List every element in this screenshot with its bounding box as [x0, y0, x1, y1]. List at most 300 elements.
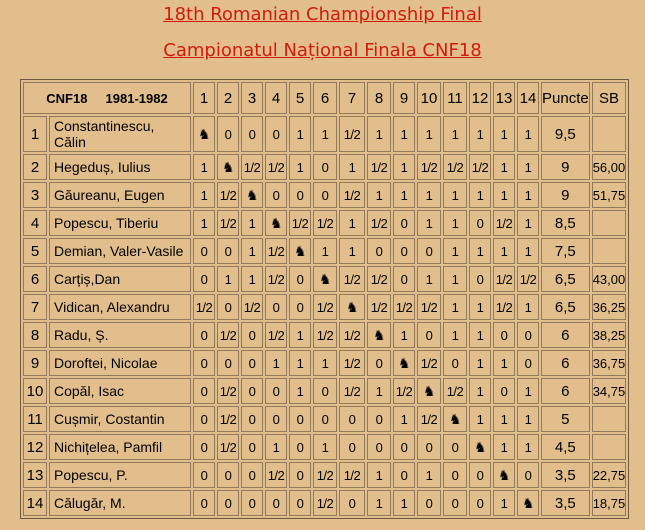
player-rank: 13	[23, 462, 47, 488]
result-cell: 0	[393, 434, 415, 460]
result-cell: 0	[417, 322, 441, 348]
player-points: 6,5	[541, 266, 590, 292]
player-sb: 18,75	[592, 490, 627, 516]
self-cell	[517, 490, 539, 516]
result-cell: 1	[417, 462, 441, 488]
player-points: 4,5	[541, 434, 590, 460]
result-cell: 1	[493, 154, 515, 180]
player-sb	[592, 434, 627, 460]
result-cell: 0	[313, 182, 337, 208]
chess-knight-icon: ♞	[197, 125, 211, 142]
result-cell: 1/2	[367, 154, 391, 180]
result-cell: 1	[517, 116, 539, 152]
result-cell: 0	[241, 116, 263, 152]
result-cell: 0	[193, 378, 215, 404]
result-cell: 1	[289, 116, 311, 152]
result-cell: 1	[393, 406, 415, 432]
result-cell: 1	[265, 350, 287, 376]
round-header: 7	[339, 82, 365, 114]
player-name: Popescu, Tiberiu	[49, 210, 191, 236]
result-cell: 0	[193, 462, 215, 488]
player-sb	[592, 116, 627, 152]
result-cell: 1	[417, 266, 441, 292]
round-header: 4	[265, 82, 287, 114]
player-row	[23, 238, 626, 264]
result-cell: 0	[517, 350, 539, 376]
result-cell: 1/2	[417, 406, 441, 432]
chess-knight-icon: ♞	[397, 354, 411, 371]
chess-knight-icon: ♞	[372, 326, 386, 343]
player-points: 9	[541, 182, 590, 208]
result-cell: 1	[517, 406, 539, 432]
result-cell: 0	[193, 350, 215, 376]
result-cell: 0	[289, 490, 311, 516]
player-name: Cușmir, Costantin	[49, 406, 191, 432]
self-cell	[393, 350, 415, 376]
result-cell: 1	[289, 154, 311, 180]
player-sb: 36,25	[592, 294, 627, 320]
player-rank: 2	[23, 154, 47, 180]
player-rank: 8	[23, 322, 47, 348]
player-points: 6	[541, 350, 590, 376]
result-cell: 1/2	[339, 322, 365, 348]
event-name: CNF18	[46, 90, 88, 106]
result-cell: 0	[289, 294, 311, 320]
player-name: Hegeduș, Iulius	[49, 154, 191, 180]
result-cell: 0	[241, 350, 263, 376]
result-cell: 1/2	[339, 116, 365, 152]
result-cell: 1	[493, 434, 515, 460]
result-cell: 1	[313, 350, 337, 376]
player-name: Călugăr, M.	[49, 490, 191, 516]
round-header: 3	[241, 82, 263, 114]
result-cell: 1	[469, 378, 491, 404]
result-cell: 0	[393, 266, 415, 292]
result-cell: 0	[313, 378, 337, 404]
result-cell: 0	[469, 266, 491, 292]
result-cell: 1/2	[265, 462, 287, 488]
player-sb: 34,75	[592, 378, 627, 404]
result-cell: 1	[339, 210, 365, 236]
player-row	[23, 154, 626, 180]
player-sb: 22,75	[592, 462, 627, 488]
result-cell: 1	[417, 182, 441, 208]
result-cell: 1	[367, 462, 391, 488]
result-cell: 0	[217, 350, 239, 376]
result-cell: 0	[193, 322, 215, 348]
result-cell: 1	[241, 266, 263, 292]
result-cell: 1	[517, 434, 539, 460]
result-cell: 1	[393, 490, 415, 516]
player-points: 6	[541, 322, 590, 348]
result-cell: 1/2	[393, 294, 415, 320]
chess-knight-icon: ♞	[269, 214, 283, 231]
result-cell: 1/2	[367, 294, 391, 320]
result-cell: 1/2	[417, 294, 441, 320]
result-cell: 0	[339, 406, 365, 432]
round-header: 6	[313, 82, 337, 114]
result-cell: 1	[313, 434, 337, 460]
result-cell: 0	[265, 490, 287, 516]
result-cell: 1/2	[493, 210, 515, 236]
result-cell: 1	[193, 210, 215, 236]
result-cell: 1	[265, 434, 287, 460]
player-name: Copăl, Isac	[49, 378, 191, 404]
round-header: 11	[443, 82, 467, 114]
result-cell: 1	[241, 238, 263, 264]
result-cell: 1	[493, 406, 515, 432]
result-cell: 0	[313, 154, 337, 180]
result-cell: 1/2	[241, 154, 263, 180]
result-cell: 1/2	[289, 210, 311, 236]
result-cell: 0	[217, 238, 239, 264]
result-cell: 1	[289, 350, 311, 376]
result-cell: 1	[469, 322, 491, 348]
chess-knight-icon: ♞	[318, 270, 332, 287]
result-cell: 1/2	[217, 378, 239, 404]
result-cell: 0	[265, 294, 287, 320]
player-row	[23, 322, 626, 348]
result-cell: 1	[289, 322, 311, 348]
result-cell: 1	[393, 322, 415, 348]
result-cell: 0	[493, 322, 515, 348]
result-cell: 1/2	[217, 322, 239, 348]
result-cell: 1	[367, 116, 391, 152]
crosstable	[20, 79, 629, 519]
chess-knight-icon: ♞	[521, 494, 535, 511]
player-row	[23, 182, 626, 208]
player-row	[23, 116, 626, 152]
result-cell: 1	[517, 378, 539, 404]
player-row	[23, 266, 626, 292]
result-cell: 1/2	[339, 350, 365, 376]
result-cell: 1	[493, 182, 515, 208]
result-cell: 0	[193, 238, 215, 264]
result-cell: 0	[443, 434, 467, 460]
page-title[interactable]: 18th Romanian Championship Final	[163, 4, 482, 25]
self-cell	[417, 378, 441, 404]
player-rank: 9	[23, 350, 47, 376]
result-cell: 1/2	[217, 406, 239, 432]
player-rank: 5	[23, 238, 47, 264]
result-cell: 0	[265, 116, 287, 152]
result-cell: 0	[193, 406, 215, 432]
result-cell: 0	[193, 434, 215, 460]
result-cell: 1	[443, 294, 467, 320]
player-sb	[592, 406, 627, 432]
result-cell: 1	[443, 210, 467, 236]
result-cell: 0	[217, 116, 239, 152]
result-cell: 1	[517, 294, 539, 320]
player-name: Vidican, Alexandru	[49, 294, 191, 320]
result-cell: 1	[469, 406, 491, 432]
result-cell: 1	[417, 210, 441, 236]
player-sb: 38,25	[592, 322, 627, 348]
player-name: Carțiș,Dan	[49, 266, 191, 292]
player-rank: 14	[23, 490, 47, 516]
page-subtitle[interactable]: Campionatul Național Finala CNF18	[163, 40, 482, 61]
player-row	[23, 434, 626, 460]
result-cell: 1	[393, 154, 415, 180]
result-cell: 1/2	[339, 266, 365, 292]
result-cell: 0	[339, 490, 365, 516]
result-cell: 1/2	[367, 210, 391, 236]
result-cell: 0	[241, 406, 263, 432]
result-cell: 0	[367, 434, 391, 460]
result-cell: 1/2	[393, 378, 415, 404]
player-sb	[592, 238, 627, 264]
result-cell: 0	[265, 378, 287, 404]
result-cell: 0	[417, 434, 441, 460]
result-cell: 1/2	[517, 266, 539, 292]
result-cell: 0	[217, 462, 239, 488]
result-cell: 0	[193, 266, 215, 292]
player-points: 3,5	[541, 490, 590, 516]
round-header: 12	[469, 82, 491, 114]
result-cell: 0	[493, 378, 515, 404]
result-cell: 1/2	[217, 210, 239, 236]
result-cell: 1	[493, 238, 515, 264]
result-cell: 1	[217, 266, 239, 292]
player-rank: 3	[23, 182, 47, 208]
result-cell: 1/2	[313, 210, 337, 236]
round-header: 2	[217, 82, 239, 114]
result-cell: 0	[393, 462, 415, 488]
result-cell: 0	[289, 406, 311, 432]
player-sb: 51,75	[592, 182, 627, 208]
result-cell: 0	[417, 490, 441, 516]
result-cell: 1/2	[417, 350, 441, 376]
player-name: Doroftei, Nicolae	[49, 350, 191, 376]
chess-knight-icon: ♞	[293, 242, 307, 259]
result-cell: 1	[517, 238, 539, 264]
result-cell: 1/2	[313, 322, 337, 348]
event-header	[23, 82, 191, 114]
player-rank: 4	[23, 210, 47, 236]
result-cell: 0	[469, 490, 491, 516]
round-header: 5	[289, 82, 311, 114]
result-cell: 1/2	[367, 266, 391, 292]
result-cell: 0	[193, 490, 215, 516]
result-cell: 1	[393, 182, 415, 208]
result-cell: 1	[517, 210, 539, 236]
player-rank: 12	[23, 434, 47, 460]
chess-knight-icon: ♞	[221, 158, 235, 175]
player-name: Nichițelea, Pamfil	[49, 434, 191, 460]
result-cell: 0	[517, 322, 539, 348]
result-cell: 0	[289, 462, 311, 488]
player-points: 8,5	[541, 210, 590, 236]
result-cell: 1	[339, 238, 365, 264]
result-cell: 1	[367, 182, 391, 208]
player-name: Radu, Ș.	[49, 322, 191, 348]
result-cell: 1	[193, 182, 215, 208]
result-cell: 0	[393, 238, 415, 264]
result-cell: 1/2	[265, 322, 287, 348]
round-header: 14	[517, 82, 539, 114]
result-cell: 0	[443, 490, 467, 516]
result-cell: 1/2	[339, 182, 365, 208]
result-cell: 0	[517, 462, 539, 488]
result-cell: 1/2	[417, 154, 441, 180]
result-cell: 0	[241, 378, 263, 404]
round-header: 13	[493, 82, 515, 114]
result-cell: 1	[469, 238, 491, 264]
player-row	[23, 350, 626, 376]
player-name: Demian, Valer-Vasile	[49, 238, 191, 264]
result-cell: 1	[443, 182, 467, 208]
player-points: 5	[541, 406, 590, 432]
result-cell: 1/2	[313, 462, 337, 488]
result-cell: 1	[339, 154, 365, 180]
result-cell: 1/2	[313, 490, 337, 516]
round-header: 9	[393, 82, 415, 114]
result-cell: 0	[265, 182, 287, 208]
result-cell: 1/2	[443, 154, 467, 180]
result-cell: 1	[469, 294, 491, 320]
player-sb: 56,00	[592, 154, 627, 180]
player-row	[23, 406, 626, 432]
self-cell	[339, 294, 365, 320]
result-cell: 0	[367, 350, 391, 376]
result-cell: 0	[367, 238, 391, 264]
result-cell: 0	[469, 210, 491, 236]
result-cell: 1/2	[193, 294, 215, 320]
result-cell: 1	[469, 350, 491, 376]
result-cell: 1/2	[217, 434, 239, 460]
self-cell	[469, 434, 491, 460]
result-cell: 1/2	[265, 266, 287, 292]
result-cell: 0	[289, 266, 311, 292]
result-cell: 1	[443, 322, 467, 348]
player-sb: 36,75	[592, 350, 627, 376]
result-cell: 1	[367, 490, 391, 516]
self-cell	[217, 154, 239, 180]
player-row	[23, 210, 626, 236]
result-cell: 1	[469, 182, 491, 208]
player-rank: 10	[23, 378, 47, 404]
player-name: Găureanu, Eugen	[49, 182, 191, 208]
result-cell: 1	[443, 266, 467, 292]
player-sb: 43,00	[592, 266, 627, 292]
result-cell: 0	[367, 406, 391, 432]
player-rank: 1	[23, 116, 47, 152]
self-cell	[367, 322, 391, 348]
result-cell: 1	[443, 116, 467, 152]
result-cell: 0	[241, 322, 263, 348]
result-cell: 1/2	[339, 378, 365, 404]
player-sb	[592, 210, 627, 236]
result-cell: 0	[241, 462, 263, 488]
player-points: 6	[541, 378, 590, 404]
player-rank: 7	[23, 294, 47, 320]
round-header: 1	[193, 82, 215, 114]
result-cell: 0	[313, 406, 337, 432]
result-cell: 1	[493, 116, 515, 152]
result-cell: 1	[393, 116, 415, 152]
result-cell: 1/2	[241, 294, 263, 320]
result-cell: 0	[469, 462, 491, 488]
player-row	[23, 378, 626, 404]
result-cell: 1	[313, 116, 337, 152]
self-cell	[443, 406, 467, 432]
result-cell: 1/2	[339, 462, 365, 488]
player-row	[23, 462, 626, 488]
result-cell: 0	[443, 462, 467, 488]
result-cell: 0	[241, 490, 263, 516]
result-cell: 1/2	[493, 294, 515, 320]
result-cell: 1	[313, 238, 337, 264]
result-cell: 1	[493, 350, 515, 376]
player-name: Constantinescu, Călin	[49, 116, 191, 152]
self-cell	[493, 462, 515, 488]
chess-knight-icon: ♞	[473, 438, 487, 455]
header-row	[23, 82, 626, 114]
result-cell: 1	[241, 210, 263, 236]
result-cell: 1/2	[313, 294, 337, 320]
player-points: 6,5	[541, 294, 590, 320]
result-cell: 1	[443, 238, 467, 264]
result-cell: 0	[339, 434, 365, 460]
player-row	[23, 490, 626, 516]
result-cell: 0	[393, 210, 415, 236]
chess-knight-icon: ♞	[448, 410, 462, 427]
result-cell: 0	[217, 294, 239, 320]
sb-header: SB	[592, 82, 627, 114]
result-cell: 1	[417, 116, 441, 152]
result-cell: 0	[289, 182, 311, 208]
points-header: Puncte	[541, 82, 590, 114]
player-points: 9,5	[541, 116, 590, 152]
player-rank: 6	[23, 266, 47, 292]
chess-knight-icon: ♞	[345, 298, 359, 315]
result-cell: 0	[289, 434, 311, 460]
result-cell: 0	[443, 350, 467, 376]
result-cell: 1	[517, 154, 539, 180]
result-cell: 0	[265, 406, 287, 432]
result-cell: 1/2	[265, 154, 287, 180]
player-points: 9	[541, 154, 590, 180]
player-row	[23, 294, 626, 320]
result-cell: 0	[417, 238, 441, 264]
result-cell: 0	[241, 434, 263, 460]
result-cell: 1/2	[443, 378, 467, 404]
chess-knight-icon: ♞	[422, 382, 436, 399]
result-cell: 1/2	[469, 154, 491, 180]
self-cell	[193, 116, 215, 152]
result-cell: 1	[517, 182, 539, 208]
chess-knight-icon: ♞	[245, 186, 259, 203]
result-cell: 1	[493, 490, 515, 516]
player-rank: 11	[23, 406, 47, 432]
self-cell	[265, 210, 287, 236]
result-cell: 1	[469, 116, 491, 152]
result-cell: 1	[193, 154, 215, 180]
self-cell	[241, 182, 263, 208]
round-header: 10	[417, 82, 441, 114]
result-cell: 1/2	[217, 182, 239, 208]
round-header: 8	[367, 82, 391, 114]
result-cell: 1/2	[493, 266, 515, 292]
player-points: 7,5	[541, 238, 590, 264]
player-points: 3,5	[541, 462, 590, 488]
event-years: 1981-1982	[105, 90, 168, 106]
player-name: Popescu, P.	[49, 462, 191, 488]
result-cell: 1/2	[265, 238, 287, 264]
self-cell	[313, 266, 337, 292]
result-cell: 0	[217, 490, 239, 516]
chess-knight-icon: ♞	[497, 466, 511, 483]
